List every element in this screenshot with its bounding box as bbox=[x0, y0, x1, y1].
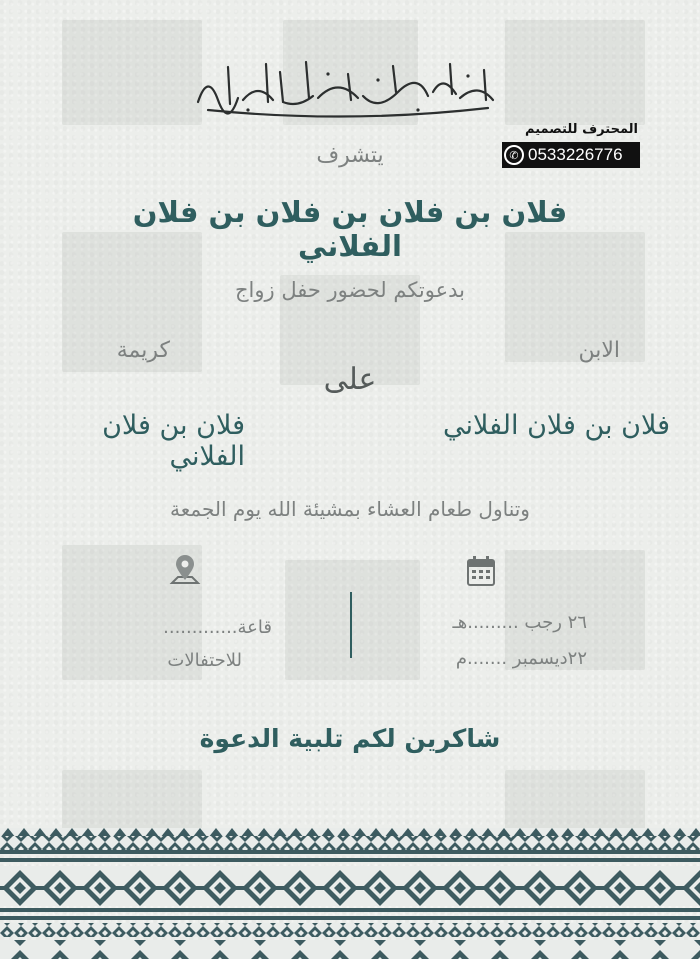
bride-label: كريمة bbox=[116, 338, 170, 363]
venue-type: للاحتفالات bbox=[167, 650, 242, 671]
groom-label: الابن bbox=[578, 338, 620, 363]
watermark-block bbox=[62, 20, 202, 125]
ala-word: على bbox=[323, 362, 377, 397]
watermark-block bbox=[285, 560, 420, 680]
calligraphy-blessing bbox=[188, 52, 508, 122]
host-name: فلان بن فلان بن فلان بن فلان الفلاني bbox=[132, 195, 568, 263]
designer-phone-box[interactable] bbox=[502, 142, 640, 168]
bride-name: فلان بن فلان الفلاني bbox=[102, 410, 245, 472]
groom-name: فلان بن فلان الفلاني bbox=[442, 410, 670, 441]
venue-name: قاعة............. bbox=[163, 617, 272, 638]
whatsapp-icon: ✆ bbox=[504, 145, 524, 165]
details-divider bbox=[350, 592, 352, 658]
dinner-text: وتناول طعام العشاء بمشيئة الله يوم الجمعة bbox=[170, 497, 530, 521]
designer-stamp bbox=[502, 122, 640, 168]
location-pin-icon bbox=[168, 553, 202, 591]
designer-phone: 0533226776 bbox=[528, 145, 623, 164]
honor-text: يتشرف bbox=[316, 143, 384, 168]
calendar-icon bbox=[466, 555, 496, 587]
watermark-block bbox=[62, 770, 202, 830]
watermark-block bbox=[505, 20, 645, 125]
watermark-block bbox=[505, 770, 645, 830]
invite-text: بدعوتكم لحضور حفل زواج bbox=[234, 278, 466, 302]
date-gregorian: ٢٢ديسمبر .......م bbox=[455, 648, 587, 669]
date-hijri: ٢٦ رجب .........هـ bbox=[452, 612, 587, 633]
thanks-text: شاكرين لكم تلبية الدعوة bbox=[199, 724, 501, 753]
decorative-pattern-band bbox=[0, 828, 700, 959]
designer-title: المحترف للتصميم bbox=[525, 122, 638, 137]
